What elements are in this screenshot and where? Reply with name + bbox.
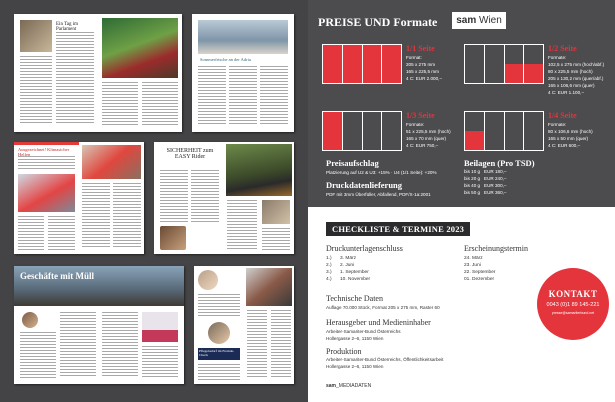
hotel-photo bbox=[198, 20, 288, 54]
publisher-title: Herausgeber und Medieninhaber bbox=[326, 318, 431, 327]
group-photo bbox=[102, 18, 178, 78]
tech-title: Technische Daten bbox=[326, 294, 383, 303]
magazine-spread-2 bbox=[192, 14, 294, 132]
production-title: Produktion bbox=[326, 347, 362, 356]
rider-photo bbox=[262, 200, 290, 224]
format-1-3-name: 1/3 Seite bbox=[406, 111, 435, 120]
production-text: Arbeiter-Samariter-Bund Österreichs, Öffentlichkeitsarbeit Hollergasse 2–6, 1150 Wien bbox=[326, 357, 444, 369]
magazine-spread-6 bbox=[194, 266, 294, 384]
checklist-numbers: 1.) 2.) 3.) 4.) bbox=[326, 256, 332, 282]
format-1-2-diagram bbox=[464, 44, 544, 84]
format-1-2-name: 1/2 Seite bbox=[548, 44, 577, 53]
druckdaten-text: PDF mit 3mm Überfüller, Abfallend, PDF/X-1a:2001 bbox=[326, 192, 431, 197]
portrait-photo bbox=[20, 20, 52, 52]
spread5-headline: Geschäfte mit Müll bbox=[20, 271, 94, 281]
helper-photo bbox=[82, 145, 141, 179]
author-avatar bbox=[22, 312, 38, 328]
spread4-headline: SICHERHEIT zum EASY Rider bbox=[166, 148, 214, 160]
prices-title: PREISE UND Formate bbox=[318, 15, 438, 29]
format-1-3-details: Formate: 51 x 225,5 mm (hoch) 165 x 70 mm (quer) 4 C: EUR 750,– bbox=[406, 122, 451, 148]
preisaufschlag-text: Platzierung auf U2 & U3: +15% · U4 (1/1 Seite): +20% bbox=[326, 170, 437, 175]
format-1-1-diagram bbox=[322, 44, 402, 84]
druck-dates: 3. März 2. Juni 1. September 10. November bbox=[340, 256, 371, 282]
format-1-4-details: Formate: 80 x 106,6 mm (hoch) 165 x 50 mm (quer) 4 C: EUR 600,– bbox=[548, 122, 593, 148]
sam-wien-logo: sam Wien bbox=[452, 12, 506, 29]
publisher-text: Arbeiter-Samariter-Bund Österreichs Hollergasse 2–6, 1150 Wien bbox=[326, 329, 401, 341]
spread6-headline: Pflegebedarf im Fremde-Check bbox=[199, 349, 235, 357]
spread1-headline: Ein Tag im Parlament bbox=[56, 22, 79, 32]
chart-graphic bbox=[142, 312, 178, 342]
motorbike-photo bbox=[226, 144, 292, 196]
checklist-title: CHECKLISTE & TERMINE 2023 bbox=[326, 222, 470, 236]
erscheinungstermin-title: Erscheinungstermin bbox=[464, 244, 528, 253]
format-1-4-diagram bbox=[464, 111, 544, 151]
erscheinung-dates: 24. März 23. Juni 22. September 01. Dezember bbox=[464, 256, 496, 282]
format-1-4-name: 1/4 Seite bbox=[548, 111, 577, 120]
format-1-3-diagram bbox=[322, 111, 402, 151]
expert-avatar-2 bbox=[208, 322, 230, 344]
beilagen-title: Beilagen (Pro TSD) bbox=[464, 158, 535, 168]
druckdaten-title: Druckdatenlieferung bbox=[326, 180, 403, 190]
magazine-spread-3 bbox=[14, 142, 144, 254]
footer-brand: sam_MEDIADATEN bbox=[326, 383, 372, 389]
mediadaten-page bbox=[308, 0, 615, 402]
contact-title: KONTAKT bbox=[548, 289, 598, 299]
rescue-photo bbox=[18, 174, 75, 212]
beilagen-prices: EUR 180,– EUR 240,– EUR 300,– EUR 360,– bbox=[484, 169, 507, 195]
contact-badge bbox=[537, 268, 609, 340]
preisaufschlag-title: Preisaufschlag bbox=[326, 158, 379, 168]
spread2-headline: Sommerfrische an der Adria bbox=[200, 57, 251, 62]
magazine-spread-1 bbox=[14, 14, 182, 132]
contact-phone[interactable]: 0043 (0)1 89 145-221 bbox=[546, 302, 600, 308]
format-1-1-name: 1/1 Seite bbox=[406, 44, 435, 53]
expert-avatar bbox=[198, 270, 218, 290]
format-1-1-details: Format: 205 x 275 mm 165 x 225,5 mm 4 C: EUR 2.000,– bbox=[406, 55, 443, 81]
magazine-spread-4 bbox=[154, 142, 294, 254]
format-1-2-details: Formate: 102,5 x 275 mm (hoch/abf.) 80 x 225,5 mm (hoch) 205 x 130,2 mm (quer/abf.) 165 x 106,6 mm (quer) 4 C: EUR 1.100,– bbox=[548, 55, 605, 95]
prices-section bbox=[308, 0, 615, 207]
contact-email[interactable]: presse@samariterbund.net bbox=[551, 311, 595, 315]
author-photo bbox=[160, 226, 186, 250]
consultation-photo bbox=[246, 268, 292, 306]
beilagen-weights: bis 10 g bis 20 g bis 40 g bis 50 g bbox=[464, 169, 481, 195]
druckunterlagenschluss-title: Druckunterlagenschluss bbox=[326, 244, 403, 253]
tech-text: Auflage 70.000 Stück, Format 205 x 275 mm, Raster 60 bbox=[326, 305, 440, 310]
magazine-spread-5 bbox=[14, 266, 184, 384]
spread3-headline: Ausgezeichnet! Klimasicher Helfen bbox=[18, 147, 70, 157]
